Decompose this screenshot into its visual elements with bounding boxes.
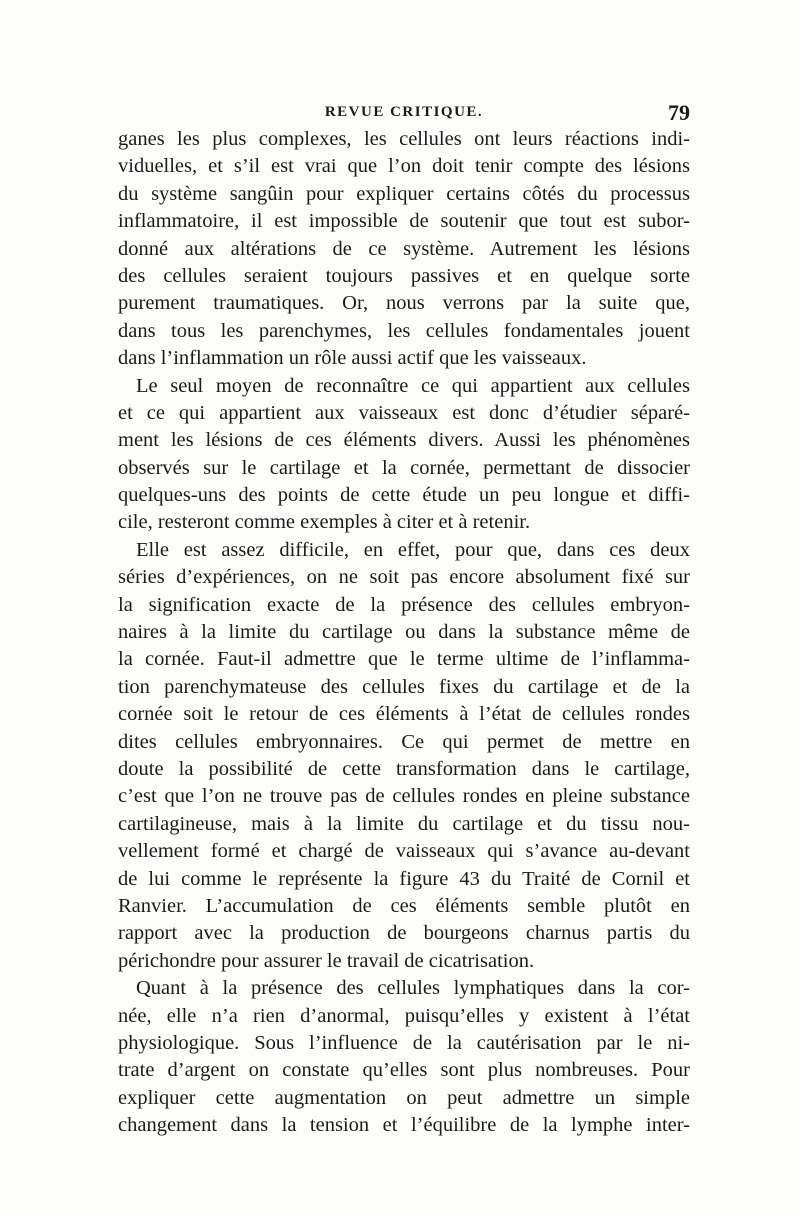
text-line: cornée soit le retour de ces éléments à l’état de cellules rondes bbox=[118, 703, 690, 726]
text-line: doute la possibilité de cette transformation dans le cartilage, bbox=[118, 757, 690, 780]
text-line: de lui comme le représente la figure 43 du Traité de Cornil et bbox=[118, 867, 690, 890]
text-line: Quant à la présence des cellules lymphatiques dans la cor- bbox=[136, 977, 690, 1000]
text-line: observés sur le cartilage et la cornée, permettant de dissocier bbox=[118, 456, 690, 479]
running-title: REVUE CRITIQUE. bbox=[324, 104, 484, 120]
text-line: du système sangûin pour expliquer certains côtés du processus bbox=[118, 182, 690, 205]
text-line: dites cellules embryonnaires. Ce qui permet de mettre en bbox=[118, 730, 690, 753]
text-line: des cellules seraient toujours passives et en quelque sorte bbox=[118, 264, 690, 287]
text-line: vellement formé et chargé de vaisseaux qui s’avance au-devant bbox=[118, 840, 690, 863]
text-line: ganes les plus complexes, les cellules ont leurs réactions indi- bbox=[118, 128, 690, 150]
text-line: viduelles, et s’il est vrai que l’on doit tenir compte des lésions bbox=[118, 155, 690, 178]
text-line: naires à la limite du cartilage ou dans la substance même de bbox=[118, 621, 690, 644]
text-line: dans l’inflammation un rôle aussi actif que les vaisseaux. bbox=[118, 347, 587, 370]
text-line: expliquer cette augmentation on peut admettre un simple bbox=[118, 1086, 690, 1109]
text-line: et ce qui appartient aux vaisseaux est donc d’étudier séparé- bbox=[118, 401, 690, 424]
body-text bbox=[118, 126, 690, 1139]
text-line: physiologique. Sous l’influence de la cautérisation par le ni- bbox=[118, 1031, 690, 1054]
text-line: la signification exacte de la présence des cellules embryon- bbox=[118, 593, 690, 616]
text-line: cile, resteront comme exemples à citer et à retenir. bbox=[118, 511, 531, 534]
text-line: rapport avec la production de bourgeons charnus partis du bbox=[118, 922, 690, 945]
text-line: ment les lésions de ces éléments divers. Aussi les phénomènes bbox=[118, 429, 690, 452]
page-number: 79 bbox=[668, 100, 690, 125]
text-line: purement traumatiques. Or, nous verrons par la suite que, bbox=[118, 292, 690, 315]
page-header bbox=[118, 100, 690, 128]
text-line: séries d’expériences, on ne soit pas encore absolument fixé sur bbox=[118, 566, 690, 589]
text-line: Le seul moyen de reconnaître ce qui appartient aux cellules bbox=[136, 374, 690, 397]
text-line: c’est que l’on ne trouve pas de cellules rondes en pleine substance bbox=[118, 785, 690, 808]
text-line: trate d’argent on constate qu’elles sont plus nombreuses. Pour bbox=[118, 1059, 690, 1082]
text-line: inflammatoire, il est impossible de soutenir que tout est subor- bbox=[118, 210, 690, 233]
text-line: née, elle n’a rien d’anormal, puisqu’elles y existent à l’état bbox=[118, 1004, 690, 1027]
text-line: périchondre pour assurer le travail de cicatrisation. bbox=[118, 949, 535, 972]
text-line: quelques-uns des points de cette étude un peu longue et diffi- bbox=[118, 484, 690, 507]
text-line: Ranvier. L’accumulation de ces éléments semble plutôt en bbox=[118, 894, 690, 917]
text-line: tion parenchymateuse des cellules fixes du cartilage et de la bbox=[118, 675, 690, 698]
text-line: donné aux altérations de ce système. Autrement les lésions bbox=[118, 237, 690, 260]
text-line: cartilagineuse, mais à la limite du cartilage et du tissu nou- bbox=[118, 812, 690, 835]
text-line: Elle est assez difficile, en effet, pour que, dans ces deux bbox=[136, 538, 690, 561]
text-line: changement dans la tension et l’équilibre de la lymphe inter- bbox=[118, 1114, 690, 1137]
text-line: la cornée. Faut-il admettre que le terme ultime de l’inflamma- bbox=[118, 648, 690, 671]
text-line: dans tous les parenchymes, les cellules fondamentales jouent bbox=[118, 319, 690, 342]
